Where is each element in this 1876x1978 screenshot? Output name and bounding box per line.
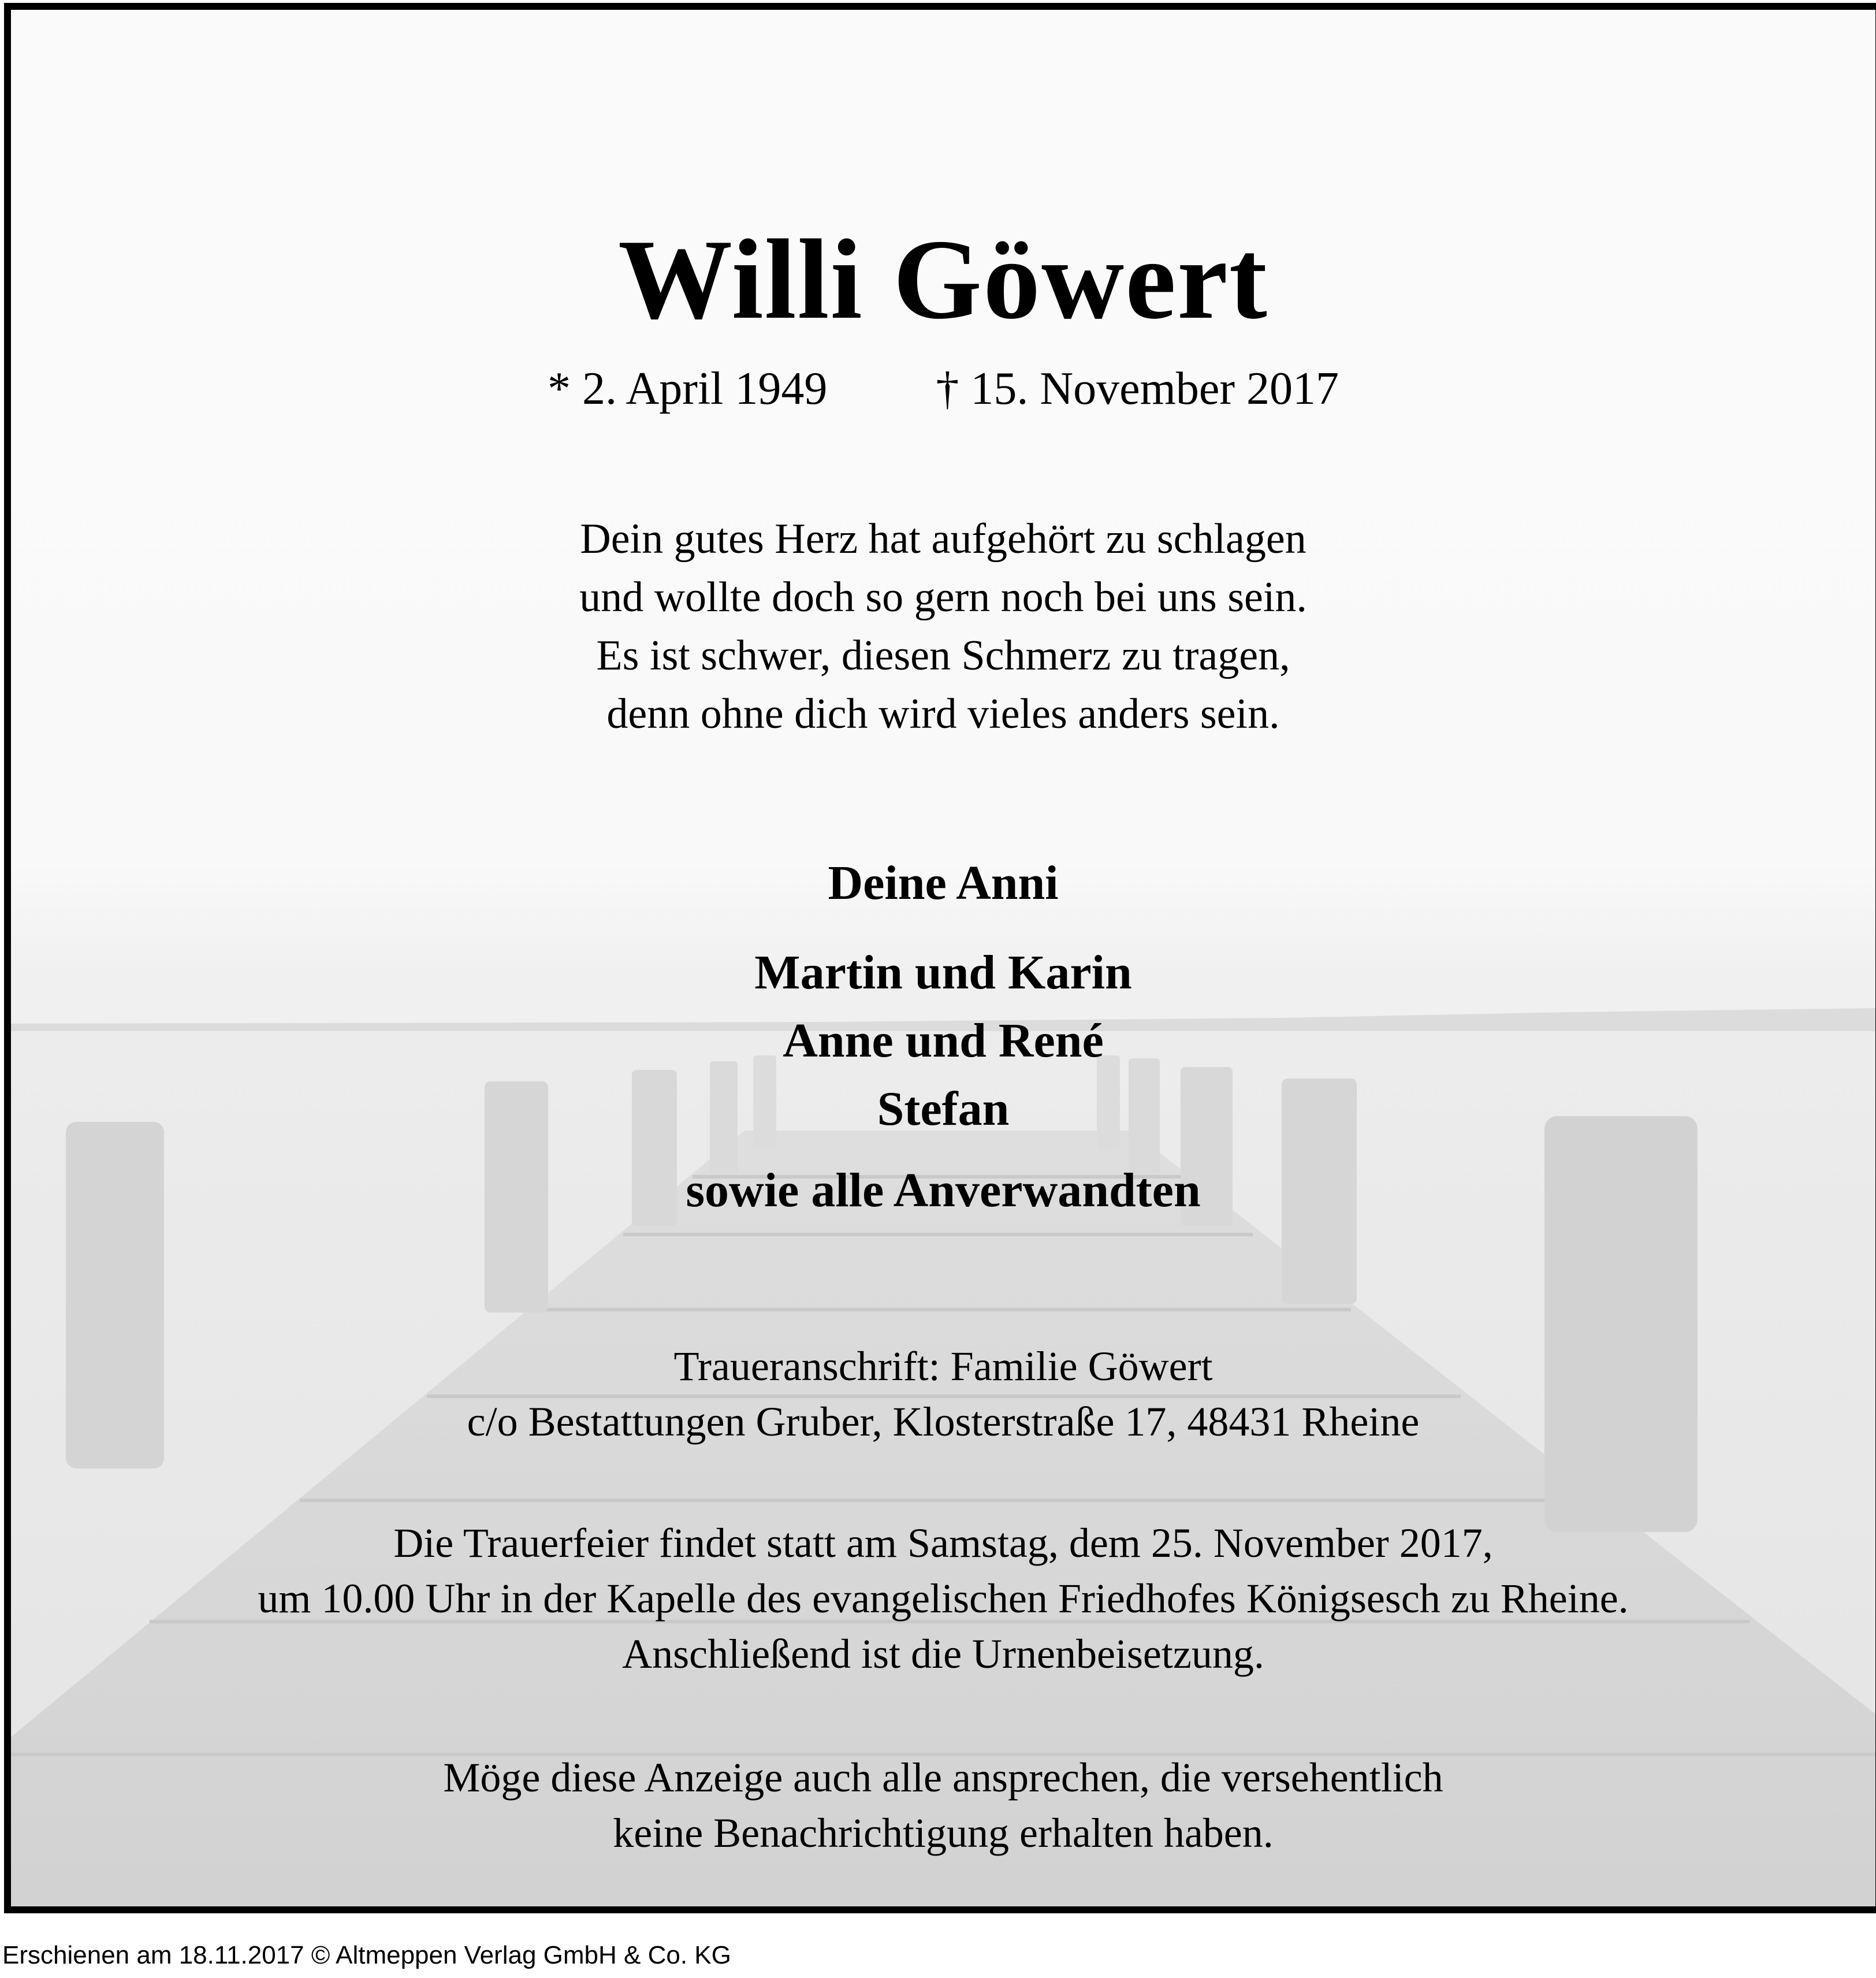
address-line: Traueranschrift: Familie Göwert: [673, 1343, 1213, 1389]
mourner-family-member: Stefan: [877, 1082, 1010, 1136]
closing-line: Möge diese Anzeige auch alle ansprechen, die versehentlich: [443, 1754, 1443, 1801]
mourner-relatives: sowie alle Anverwandten: [686, 1163, 1201, 1217]
mourner-spouse: Deine Anni: [828, 856, 1059, 910]
ceremony-line: Die Trauerfeier findet statt am Samstag, dem 25. November 2017,: [393, 1520, 1493, 1566]
ceremony-line: Anschließend ist die Urnenbeisetzung.: [622, 1631, 1264, 1677]
poem-line: Dein gutes Herz hat aufgehört zu schlagen: [580, 515, 1306, 563]
mourner-family-member: Martin und Karin: [754, 946, 1132, 999]
birth-date: * 2. April 1949: [547, 363, 828, 414]
obituary-notice: [4, 3, 1876, 1913]
ceremony-info: [11, 1515, 1875, 1682]
address-line: c/o Bestattungen Gruber, Klosterstraße 17, 48431 Rheine: [467, 1399, 1420, 1445]
deceased-name: Willi Göwert: [618, 216, 1268, 343]
mourner-family-list: [11, 939, 1875, 1143]
poem-line: und wollte doch so gern noch bei uns sein.: [579, 574, 1307, 621]
closing-line: keine Benachrichtigung erhalten haben.: [613, 1810, 1274, 1856]
ceremony-line: um 10.00 Uhr in der Kapelle des evangelischen Friedhofes Königsesch zu Rheine.: [258, 1575, 1629, 1622]
mourning-address: [11, 1339, 1875, 1449]
poem-line: Es ist schwer, diesen Schmerz zu tragen,: [596, 632, 1290, 679]
publication-footer: Erschienen am 18.11.2017 © Altmeppen Verlag GmbH & Co. KG: [2, 1941, 731, 1969]
life-dates: [11, 363, 1875, 414]
closing-note: [11, 1750, 1875, 1861]
mourner-family-member: Anne und René: [783, 1014, 1104, 1068]
death-date: † 15. November 2017: [936, 363, 1339, 414]
poem-line: denn ohne dich wird vieles anders sein.: [606, 690, 1280, 738]
memorial-poem: [11, 510, 1875, 743]
